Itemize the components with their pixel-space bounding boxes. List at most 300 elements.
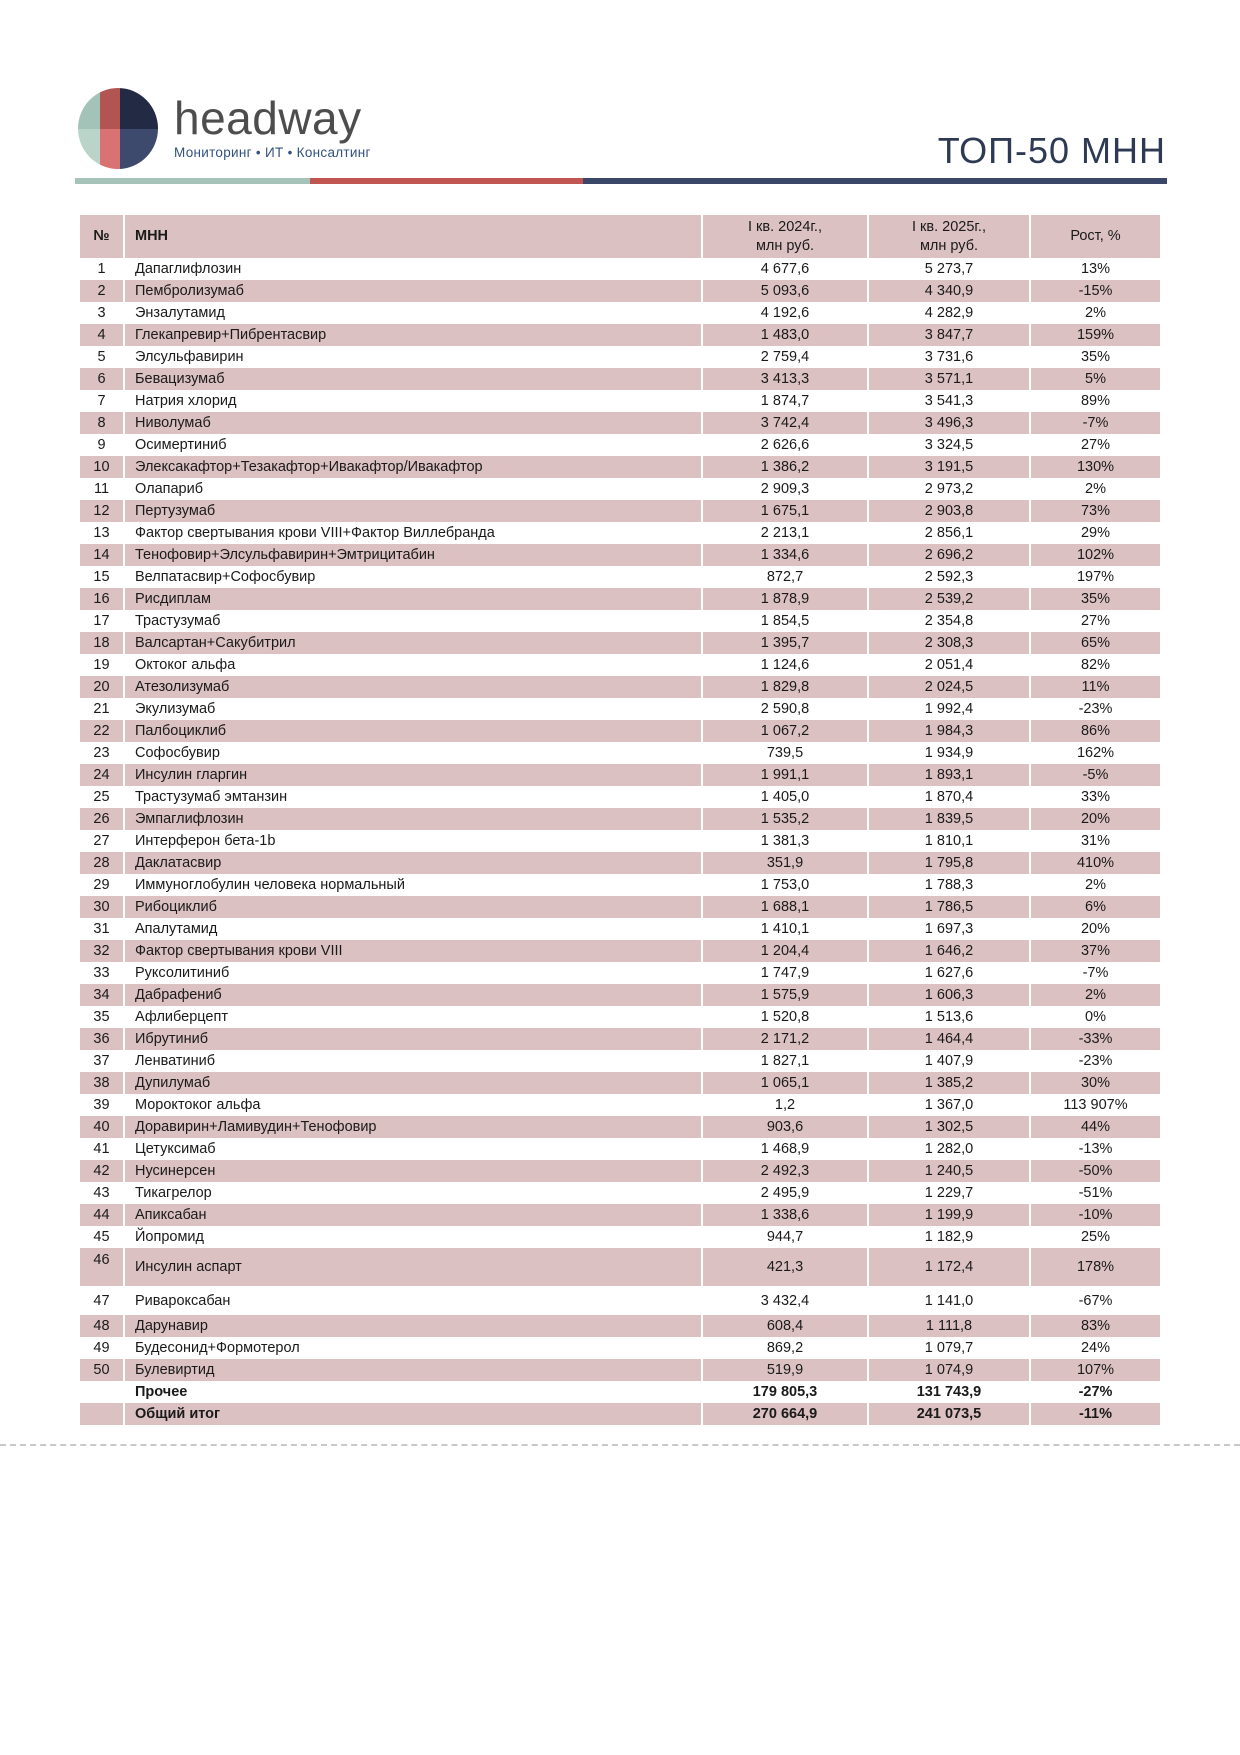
growth-value: 178% bbox=[1030, 1248, 1160, 1286]
q1-2025-value: 2 051,4 bbox=[868, 654, 1030, 676]
growth-value: -23% bbox=[1030, 1050, 1160, 1072]
mnn-name: Рибоциклиб bbox=[124, 896, 702, 918]
q1-2025-value: 1 606,3 bbox=[868, 984, 1030, 1006]
mnn-name: Ибрутиниб bbox=[124, 1028, 702, 1050]
mnn-name: Даклатасвир bbox=[124, 852, 702, 874]
growth-value: 30% bbox=[1030, 1072, 1160, 1094]
mnn-name: Инсулин гларгин bbox=[124, 764, 702, 786]
table-row bbox=[80, 764, 1160, 786]
q1-2025-value: 1 282,0 bbox=[868, 1138, 1030, 1160]
q1-2024-value: 2 213,1 bbox=[702, 522, 868, 544]
growth-value: 65% bbox=[1030, 632, 1160, 654]
q1-2024-value: 3 413,3 bbox=[702, 368, 868, 390]
q1-2024-value: 1,2 bbox=[702, 1094, 868, 1116]
q1-2025-value: 3 847,7 bbox=[868, 324, 1030, 346]
growth-value: 24% bbox=[1030, 1337, 1160, 1359]
q1-2024-value: 2 492,3 bbox=[702, 1160, 868, 1182]
row-number: 6 bbox=[80, 368, 124, 390]
row-number: 42 bbox=[80, 1160, 124, 1182]
table-row bbox=[80, 412, 1160, 434]
growth-value: 2% bbox=[1030, 984, 1160, 1006]
q1-2024-value: 270 664,9 bbox=[702, 1403, 868, 1425]
table-row bbox=[80, 258, 1160, 280]
q1-2025-value: 4 340,9 bbox=[868, 280, 1030, 302]
row-number: 37 bbox=[80, 1050, 124, 1072]
q1-2024-value: 1 535,2 bbox=[702, 808, 868, 830]
table-row bbox=[80, 984, 1160, 1006]
row-number: 26 bbox=[80, 808, 124, 830]
table-row bbox=[80, 368, 1160, 390]
q1-2024-value: 2 495,9 bbox=[702, 1182, 868, 1204]
q1-2024-value: 608,4 bbox=[702, 1315, 868, 1337]
q1-2024-value: 1 874,7 bbox=[702, 390, 868, 412]
q1-2024-value: 1 204,4 bbox=[702, 940, 868, 962]
row-number: 35 bbox=[80, 1006, 124, 1028]
growth-value: 113 907% bbox=[1030, 1094, 1160, 1116]
q1-2025-value: 2 973,2 bbox=[868, 478, 1030, 500]
row-number: 25 bbox=[80, 786, 124, 808]
growth-value: 73% bbox=[1030, 500, 1160, 522]
growth-value: 86% bbox=[1030, 720, 1160, 742]
mnn-name: Энзалутамид bbox=[124, 302, 702, 324]
q1-2025-value: 1 079,7 bbox=[868, 1337, 1030, 1359]
header-q1-2024-line1: I кв. 2024г., bbox=[748, 218, 822, 235]
row-number: 19 bbox=[80, 654, 124, 676]
q1-2025-value: 3 571,1 bbox=[868, 368, 1030, 390]
mnn-name: Общий итог bbox=[124, 1403, 702, 1425]
mnn-name: Тикагрелор bbox=[124, 1182, 702, 1204]
row-number: 5 bbox=[80, 346, 124, 368]
row-number: 36 bbox=[80, 1028, 124, 1050]
mnn-name: Натрия хлорид bbox=[124, 390, 702, 412]
row-number: 7 bbox=[80, 390, 124, 412]
growth-value: -15% bbox=[1030, 280, 1160, 302]
logo-segment-teal-bottom bbox=[78, 129, 100, 170]
q1-2024-value: 1 395,7 bbox=[702, 632, 868, 654]
q1-2025-value: 2 903,8 bbox=[868, 500, 1030, 522]
q1-2024-value: 1 381,3 bbox=[702, 830, 868, 852]
row-number: 1 bbox=[80, 258, 124, 280]
growth-value: 25% bbox=[1030, 1226, 1160, 1248]
growth-value: 197% bbox=[1030, 566, 1160, 588]
table-row bbox=[80, 786, 1160, 808]
q1-2024-value: 944,7 bbox=[702, 1226, 868, 1248]
q1-2024-value: 1 688,1 bbox=[702, 896, 868, 918]
table-row bbox=[80, 918, 1160, 940]
table-row bbox=[80, 962, 1160, 984]
table-row bbox=[80, 390, 1160, 412]
q1-2024-value: 872,7 bbox=[702, 566, 868, 588]
header-q1-2024 bbox=[702, 215, 868, 258]
q1-2024-value: 519,9 bbox=[702, 1359, 868, 1381]
q1-2025-value: 2 539,2 bbox=[868, 588, 1030, 610]
table-row bbox=[80, 874, 1160, 896]
q1-2025-value: 3 191,5 bbox=[868, 456, 1030, 478]
q1-2025-value: 1 407,9 bbox=[868, 1050, 1030, 1072]
row-number: 8 bbox=[80, 412, 124, 434]
row-number: 3 bbox=[80, 302, 124, 324]
table-row bbox=[80, 610, 1160, 632]
row-number: 32 bbox=[80, 940, 124, 962]
q1-2025-value: 3 324,5 bbox=[868, 434, 1030, 456]
table-row bbox=[80, 1204, 1160, 1226]
growth-value: 2% bbox=[1030, 478, 1160, 500]
growth-value: -33% bbox=[1030, 1028, 1160, 1050]
q1-2024-value: 1 747,9 bbox=[702, 962, 868, 984]
table-body bbox=[80, 258, 1160, 1425]
growth-value: 29% bbox=[1030, 522, 1160, 544]
q1-2024-value: 1 878,9 bbox=[702, 588, 868, 610]
row-number: 27 bbox=[80, 830, 124, 852]
mnn-name: Тенофовир+Элсульфавирин+Эмтрицитабин bbox=[124, 544, 702, 566]
mnn-name: Цетуксимаб bbox=[124, 1138, 702, 1160]
mnn-name: Булевиртид bbox=[124, 1359, 702, 1381]
q1-2025-value: 1 302,5 bbox=[868, 1116, 1030, 1138]
table-row bbox=[80, 1050, 1160, 1072]
growth-value: 13% bbox=[1030, 258, 1160, 280]
q1-2024-value: 179 805,3 bbox=[702, 1381, 868, 1403]
growth-value: 2% bbox=[1030, 874, 1160, 896]
mnn-name: Руксолитиниб bbox=[124, 962, 702, 984]
table-row bbox=[80, 588, 1160, 610]
row-number: 40 bbox=[80, 1116, 124, 1138]
table-row bbox=[80, 698, 1160, 720]
q1-2025-value: 2 696,2 bbox=[868, 544, 1030, 566]
q1-2025-value: 1 992,4 bbox=[868, 698, 1030, 720]
table-row bbox=[80, 654, 1160, 676]
q1-2024-value: 1 410,1 bbox=[702, 918, 868, 940]
q1-2024-value: 1 124,6 bbox=[702, 654, 868, 676]
q1-2024-value: 1 483,0 bbox=[702, 324, 868, 346]
q1-2024-value: 1 827,1 bbox=[702, 1050, 868, 1072]
mnn-name: Афлиберцепт bbox=[124, 1006, 702, 1028]
growth-value: -7% bbox=[1030, 412, 1160, 434]
q1-2024-value: 1 675,1 bbox=[702, 500, 868, 522]
header-q1-2025-line2: млн руб. bbox=[919, 237, 979, 254]
growth-value: -5% bbox=[1030, 764, 1160, 786]
mnn-name: Прочее bbox=[124, 1381, 702, 1403]
growth-value: -51% bbox=[1030, 1182, 1160, 1204]
q1-2025-value: 1 788,3 bbox=[868, 874, 1030, 896]
row-number: 23 bbox=[80, 742, 124, 764]
mnn-name: Атезолизумаб bbox=[124, 676, 702, 698]
row-number: 28 bbox=[80, 852, 124, 874]
table-row bbox=[80, 1381, 1160, 1403]
growth-value: 20% bbox=[1030, 918, 1160, 940]
mnn-name: Дупилумаб bbox=[124, 1072, 702, 1094]
header-mnn: МНН bbox=[124, 215, 702, 258]
mnn-name: Йопромид bbox=[124, 1226, 702, 1248]
growth-value: -13% bbox=[1030, 1138, 1160, 1160]
q1-2024-value: 869,2 bbox=[702, 1337, 868, 1359]
mnn-name: Бевацизумаб bbox=[124, 368, 702, 390]
growth-value: 6% bbox=[1030, 896, 1160, 918]
table-row bbox=[80, 346, 1160, 368]
table-row bbox=[80, 720, 1160, 742]
growth-value: -23% bbox=[1030, 698, 1160, 720]
row-number: 13 bbox=[80, 522, 124, 544]
mnn-name: Пертузумаб bbox=[124, 500, 702, 522]
q1-2025-value: 131 743,9 bbox=[868, 1381, 1030, 1403]
growth-value: -10% bbox=[1030, 1204, 1160, 1226]
q1-2024-value: 1 065,1 bbox=[702, 1072, 868, 1094]
table-row bbox=[80, 434, 1160, 456]
mnn-name: Нусинерсен bbox=[124, 1160, 702, 1182]
row-number: 44 bbox=[80, 1204, 124, 1226]
table-row bbox=[80, 1315, 1160, 1337]
q1-2024-value: 739,5 bbox=[702, 742, 868, 764]
table-row bbox=[80, 742, 1160, 764]
mnn-name: Будесонид+Формотерол bbox=[124, 1337, 702, 1359]
growth-value: 0% bbox=[1030, 1006, 1160, 1028]
mnn-name: Ривароксабан bbox=[124, 1286, 702, 1315]
row-number: 47 bbox=[80, 1286, 124, 1315]
mnn-name: Инсулин аспарт bbox=[124, 1248, 702, 1286]
table-row bbox=[80, 852, 1160, 874]
q1-2024-value: 351,9 bbox=[702, 852, 868, 874]
q1-2025-value: 1 111,8 bbox=[868, 1315, 1030, 1337]
q1-2024-value: 1 338,6 bbox=[702, 1204, 868, 1226]
row-number: 18 bbox=[80, 632, 124, 654]
growth-value: 2% bbox=[1030, 302, 1160, 324]
mnn-name: Дапаглифлозин bbox=[124, 258, 702, 280]
mnn-name: Палбоциклиб bbox=[124, 720, 702, 742]
q1-2024-value: 1 991,1 bbox=[702, 764, 868, 786]
q1-2025-value: 2 024,5 bbox=[868, 676, 1030, 698]
q1-2025-value: 1 984,3 bbox=[868, 720, 1030, 742]
mnn-name: Апалутамид bbox=[124, 918, 702, 940]
q1-2024-value: 2 590,8 bbox=[702, 698, 868, 720]
headway-logo bbox=[78, 88, 371, 169]
growth-value: 83% bbox=[1030, 1315, 1160, 1337]
q1-2024-value: 1 468,9 bbox=[702, 1138, 868, 1160]
row-number: 43 bbox=[80, 1182, 124, 1204]
table-row bbox=[80, 1116, 1160, 1138]
table-row bbox=[80, 522, 1160, 544]
row-number: 14 bbox=[80, 544, 124, 566]
q1-2025-value: 1 172,4 bbox=[868, 1248, 1030, 1286]
row-number: 24 bbox=[80, 764, 124, 786]
header-q1-2025-line1: I кв. 2025г., bbox=[912, 218, 986, 235]
q1-2025-value: 1 141,0 bbox=[868, 1286, 1030, 1315]
row-number: 21 bbox=[80, 698, 124, 720]
mnn-name: Трастузумаб эмтанзин bbox=[124, 786, 702, 808]
growth-value: -7% bbox=[1030, 962, 1160, 984]
mnn-name: Рисдиплам bbox=[124, 588, 702, 610]
table-row bbox=[80, 544, 1160, 566]
row-number: 33 bbox=[80, 962, 124, 984]
table-row bbox=[80, 1072, 1160, 1094]
q1-2024-value: 1 067,2 bbox=[702, 720, 868, 742]
row-number: 11 bbox=[80, 478, 124, 500]
growth-value: 27% bbox=[1030, 434, 1160, 456]
growth-value: 89% bbox=[1030, 390, 1160, 412]
logo-segment-navy-bottom bbox=[120, 129, 158, 170]
table-row bbox=[80, 1006, 1160, 1028]
mnn-name: Интерферон бета-1b bbox=[124, 830, 702, 852]
table-row bbox=[80, 1359, 1160, 1381]
row-number: 38 bbox=[80, 1072, 124, 1094]
q1-2025-value: 1 646,2 bbox=[868, 940, 1030, 962]
logo-segment-teal-top bbox=[78, 88, 100, 129]
q1-2025-value: 3 731,6 bbox=[868, 346, 1030, 368]
table-row bbox=[80, 1248, 1160, 1286]
q1-2024-value: 2 171,2 bbox=[702, 1028, 868, 1050]
table-row bbox=[80, 632, 1160, 654]
q1-2024-value: 1 575,9 bbox=[702, 984, 868, 1006]
q1-2025-value: 1 464,4 bbox=[868, 1028, 1030, 1050]
mnn-name: Олапариб bbox=[124, 478, 702, 500]
table-row bbox=[80, 896, 1160, 918]
mnn-name: Иммуноглобулин человека нормальный bbox=[124, 874, 702, 896]
mnn-name: Фактор свертывания крови VIII+Фактор Виллебранда bbox=[124, 522, 702, 544]
table-row bbox=[80, 324, 1160, 346]
growth-value: -67% bbox=[1030, 1286, 1160, 1315]
row-number: 30 bbox=[80, 896, 124, 918]
table-row bbox=[80, 1286, 1160, 1315]
mnn-name: Пембролизумаб bbox=[124, 280, 702, 302]
q1-2025-value: 1 385,2 bbox=[868, 1072, 1030, 1094]
growth-value: -50% bbox=[1030, 1160, 1160, 1182]
mnn-name: Валсартан+Сакубитрил bbox=[124, 632, 702, 654]
q1-2025-value: 1 893,1 bbox=[868, 764, 1030, 786]
q1-2024-value: 2 909,3 bbox=[702, 478, 868, 500]
table-row bbox=[80, 280, 1160, 302]
growth-value: 107% bbox=[1030, 1359, 1160, 1381]
brand-tagline: Мониторинг • ИТ • Консалтинг bbox=[174, 145, 371, 161]
divider-rule bbox=[75, 178, 1167, 184]
row-number: 31 bbox=[80, 918, 124, 940]
q1-2024-value: 421,3 bbox=[702, 1248, 868, 1286]
q1-2025-value: 1 870,4 bbox=[868, 786, 1030, 808]
row-number: 39 bbox=[80, 1094, 124, 1116]
mnn-name: Элексакафтор+Тезакафтор+Ивакафтор/Ивакафтор bbox=[124, 456, 702, 478]
growth-value: 27% bbox=[1030, 610, 1160, 632]
q1-2025-value: 3 541,3 bbox=[868, 390, 1030, 412]
growth-value: 130% bbox=[1030, 456, 1160, 478]
row-number: 16 bbox=[80, 588, 124, 610]
mnn-name: Апиксабан bbox=[124, 1204, 702, 1226]
growth-value: 20% bbox=[1030, 808, 1160, 830]
q1-2024-value: 2 626,6 bbox=[702, 434, 868, 456]
q1-2024-value: 1 753,0 bbox=[702, 874, 868, 896]
table-row bbox=[80, 566, 1160, 588]
q1-2025-value: 1 786,5 bbox=[868, 896, 1030, 918]
table-row bbox=[80, 1094, 1160, 1116]
mnn-name: Эмпаглифлозин bbox=[124, 808, 702, 830]
row-number: 48 bbox=[80, 1315, 124, 1337]
growth-value: 159% bbox=[1030, 324, 1160, 346]
row-number: 45 bbox=[80, 1226, 124, 1248]
row-number: 22 bbox=[80, 720, 124, 742]
growth-value: 11% bbox=[1030, 676, 1160, 698]
logo-segment-red-bottom bbox=[100, 129, 120, 170]
mnn-name: Экулизумаб bbox=[124, 698, 702, 720]
headway-logo-icon bbox=[78, 88, 158, 169]
growth-value: 5% bbox=[1030, 368, 1160, 390]
mnn-name: Фактор свертывания крови VIII bbox=[124, 940, 702, 962]
row-number: 50 bbox=[80, 1359, 124, 1381]
q1-2024-value: 3 742,4 bbox=[702, 412, 868, 434]
q1-2024-value: 2 759,4 bbox=[702, 346, 868, 368]
top50-table bbox=[80, 215, 1160, 1425]
q1-2024-value: 1 829,8 bbox=[702, 676, 868, 698]
table-row bbox=[80, 676, 1160, 698]
q1-2025-value: 1 697,3 bbox=[868, 918, 1030, 940]
row-number: 34 bbox=[80, 984, 124, 1006]
mnn-name: Доравирин+Ламивудин+Тенофовир bbox=[124, 1116, 702, 1138]
q1-2025-value: 1 934,9 bbox=[868, 742, 1030, 764]
row-number bbox=[80, 1381, 124, 1403]
header-q1-2024-line2: млн руб. bbox=[755, 237, 815, 254]
row-number: 2 bbox=[80, 280, 124, 302]
q1-2024-value: 1 334,6 bbox=[702, 544, 868, 566]
table-row bbox=[80, 1226, 1160, 1248]
growth-value: 35% bbox=[1030, 346, 1160, 368]
logo-text bbox=[174, 88, 371, 160]
q1-2025-value: 2 308,3 bbox=[868, 632, 1030, 654]
q1-2025-value: 1 240,5 bbox=[868, 1160, 1030, 1182]
row-number: 12 bbox=[80, 500, 124, 522]
q1-2025-value: 1 229,7 bbox=[868, 1182, 1030, 1204]
q1-2025-value: 1 074,9 bbox=[868, 1359, 1030, 1381]
mnn-name: Дарунавир bbox=[124, 1315, 702, 1337]
mnn-name: Мороктоког альфа bbox=[124, 1094, 702, 1116]
mnn-name: Софосбувир bbox=[124, 742, 702, 764]
growth-value: 35% bbox=[1030, 588, 1160, 610]
row-number: 17 bbox=[80, 610, 124, 632]
q1-2025-value: 1 513,6 bbox=[868, 1006, 1030, 1028]
q1-2025-value: 1 199,9 bbox=[868, 1204, 1030, 1226]
q1-2025-value: 1 839,5 bbox=[868, 808, 1030, 830]
growth-value: 102% bbox=[1030, 544, 1160, 566]
table-row bbox=[80, 1138, 1160, 1160]
table-row bbox=[80, 500, 1160, 522]
q1-2025-value: 5 273,7 bbox=[868, 258, 1030, 280]
header-q1-2025 bbox=[868, 215, 1030, 258]
q1-2025-value: 1 810,1 bbox=[868, 830, 1030, 852]
q1-2024-value: 5 093,6 bbox=[702, 280, 868, 302]
table-row bbox=[80, 808, 1160, 830]
q1-2025-value: 2 856,1 bbox=[868, 522, 1030, 544]
table-row bbox=[80, 1182, 1160, 1204]
table-row bbox=[80, 456, 1160, 478]
growth-value: 33% bbox=[1030, 786, 1160, 808]
growth-value: 162% bbox=[1030, 742, 1160, 764]
mnn-name: Октоког альфа bbox=[124, 654, 702, 676]
brand-name: headway bbox=[174, 92, 362, 144]
q1-2024-value: 4 192,6 bbox=[702, 302, 868, 324]
table-row bbox=[80, 1028, 1160, 1050]
row-number: 15 bbox=[80, 566, 124, 588]
growth-value: 44% bbox=[1030, 1116, 1160, 1138]
row-number: 49 bbox=[80, 1337, 124, 1359]
table-row bbox=[80, 1337, 1160, 1359]
q1-2024-value: 1 386,2 bbox=[702, 456, 868, 478]
mnn-name: Трастузумаб bbox=[124, 610, 702, 632]
mnn-name: Осимертиниб bbox=[124, 434, 702, 456]
table-row bbox=[80, 940, 1160, 962]
q1-2025-value: 2 354,8 bbox=[868, 610, 1030, 632]
logo-segment-navy-top bbox=[120, 88, 158, 129]
growth-value: 37% bbox=[1030, 940, 1160, 962]
q1-2024-value: 3 432,4 bbox=[702, 1286, 868, 1315]
row-number: 20 bbox=[80, 676, 124, 698]
mnn-name: Дабрафениб bbox=[124, 984, 702, 1006]
q1-2024-value: 1 854,5 bbox=[702, 610, 868, 632]
table-row bbox=[80, 1160, 1160, 1182]
row-number: 4 bbox=[80, 324, 124, 346]
